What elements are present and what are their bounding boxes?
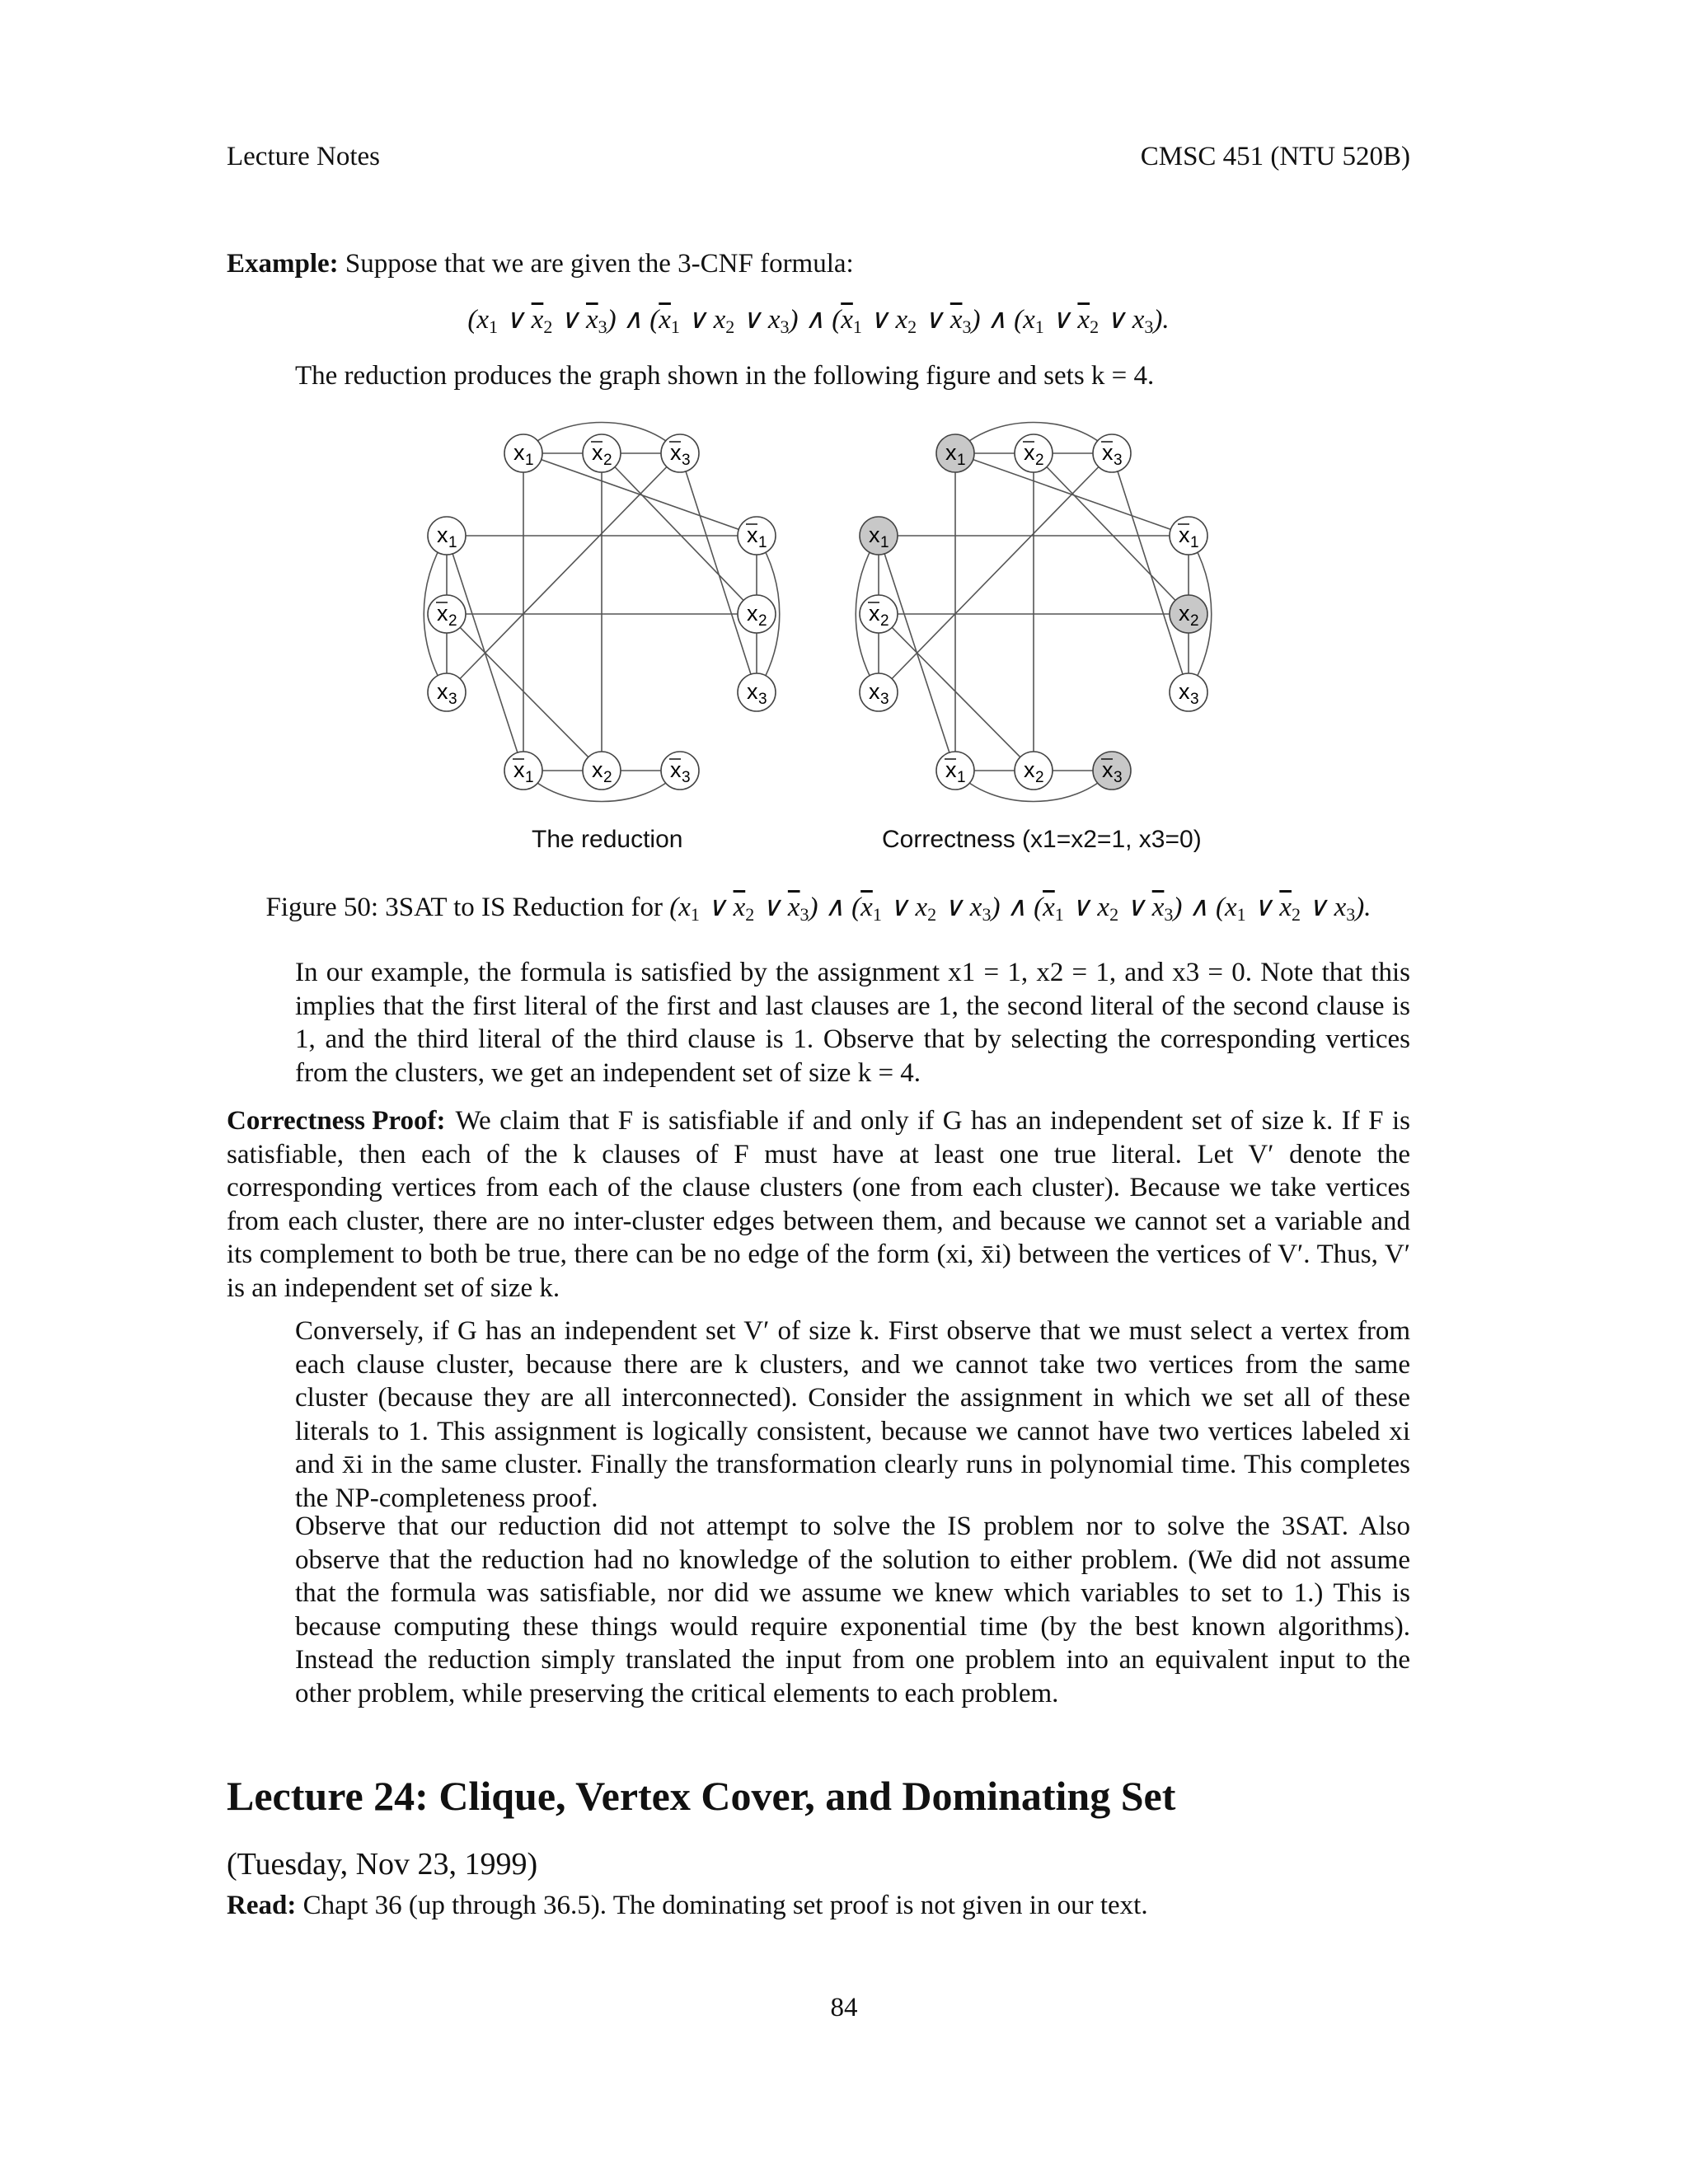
vertex-subscript: 1 xyxy=(525,769,534,786)
example-intro-text: Suppose that we are given the 3-CNF formula: xyxy=(345,249,854,279)
vertex-subscript: 2 xyxy=(880,612,889,630)
proof-1-body: We claim that F is satisfiable if and only if G has an independent set of size k. If F is satisfiable, then each of the k clauses of F must have at least one true literal. Let V′ denote the corresponding vertices from each of the clause clusters (one from each cluster). Because we take vertices from each cluster, there are no inter-cluster edges between them, and because we cannot set a variable and its complement to both be true, there can be no edge of the form (xi, x̄i) between the vertices of V′. Thus, V′ is an independent set of size k. xyxy=(227,1106,1410,1303)
vertex-label: x xyxy=(869,679,880,704)
vertex-label: x xyxy=(747,679,758,704)
figure-caption: Figure 50: 3SAT to IS Reduction for ($x_1$ ∨ $\overline{x}_2$ ∨ $\overline{x}_3$) ∧ ($\overline{x}_1$ ∨ $x_2$ ∨ $x_3$) ∧ ($\overline{x}_1$ ∨ $x_2$ ∨ $\overline{x}_3$) ∧ ($x_1$ ∨ $\overline{x}_2$ ∨ $x_3$). xyxy=(265,893,1372,925)
vertex-subscript: 1 xyxy=(957,452,966,469)
graph-reduction xyxy=(424,423,780,802)
page-number: 84 xyxy=(830,1993,858,2022)
graph-edge xyxy=(680,453,757,692)
vertex-subscript: 3 xyxy=(1190,691,1199,708)
vertex-label: x xyxy=(869,523,880,547)
vertex-subscript: 3 xyxy=(682,452,691,469)
vertex-subscript: 3 xyxy=(880,691,889,708)
vertex-label: x xyxy=(670,440,682,465)
vertex-label: x xyxy=(513,757,525,782)
read-text: Chapt 36 (up through 36.5). The dominating set proof is not given in our text. xyxy=(302,1891,1148,1920)
read-label: Read: xyxy=(227,1891,297,1920)
vertex-label: x xyxy=(1179,601,1190,626)
vertex-subscript: 3 xyxy=(682,769,691,786)
vertex-label: x xyxy=(869,601,880,626)
vertex-subscript: 1 xyxy=(957,769,966,786)
graph-edge xyxy=(602,453,757,614)
vertex-label: x xyxy=(437,523,448,547)
vertex-subscript: 3 xyxy=(1114,452,1123,469)
vertex-subscript: 1 xyxy=(880,534,889,551)
vertex-label: x xyxy=(592,440,603,465)
vertex-subscript: 2 xyxy=(1190,612,1199,630)
lecture-date: (Tuesday, Nov 23, 1999) xyxy=(227,1847,538,1882)
running-header-left: Lecture Notes xyxy=(227,142,380,171)
vertex-subscript: 1 xyxy=(1190,534,1199,551)
proof-paragraph-3: Observe that our reduction did not attempt to solve the IS problem nor to solve the 3SAT. Also observe that the reduction had no knowledge of the solution to either problem. (We did not assume that the formula was satisfiable, nor did we assume we knew which variables to set to 1.) This is because computing these things would require exponential time (by the best known algorithms). Instead the reduction simply translated the input from one problem into an equivalent input to the other problem, while preserving the critical elements to each problem. xyxy=(295,1511,1410,1708)
example-explanation: In our example, the formula is satisfied by the assignment x1 = 1, x2 = 1, and x3 = 0. Note that this implies that the first literal of the first and last clauses are 1, the second literal of the second clause is 1, and the third literal of the third clause is 1. Observe that by selecting the corresponding vertices from the clusters, we get an independent set of size k = 4. xyxy=(295,958,1410,1088)
vertex-label: x xyxy=(747,523,758,547)
vertex-label: x xyxy=(437,679,448,704)
lecture-title: Lecture 24: Clique, Vertex Cover, and Dominating Set xyxy=(227,1773,1176,1819)
vertex-label: x xyxy=(513,440,525,465)
graph-edge xyxy=(879,614,1034,771)
vertex-label: x xyxy=(670,757,682,782)
proof-paragraph-1-text xyxy=(227,1104,1410,1305)
figure-50 xyxy=(0,404,1688,865)
reduction-line: The reduction produces the graph shown in the following figure and sets k = 4. xyxy=(295,361,1155,391)
read-line xyxy=(227,1891,1148,1921)
vertex-label: x xyxy=(437,601,448,626)
right-graph-caption: Correctness (x1=x2=1, x3=0) xyxy=(882,826,1202,853)
vertex-subscript: 3 xyxy=(758,691,767,708)
vertex-label: x xyxy=(1024,440,1035,465)
vertex-label: x xyxy=(747,601,758,626)
vertex-label: x xyxy=(1024,757,1035,782)
vertex-label: x xyxy=(1102,757,1114,782)
vertex-subscript: 2 xyxy=(603,769,612,786)
vertex-subscript: 2 xyxy=(1035,769,1044,786)
running-header-right: CMSC 451 (NTU 520B) xyxy=(1140,142,1410,171)
graph-edge xyxy=(1112,453,1189,692)
vertex-subscript: 2 xyxy=(603,452,612,469)
vertex-subscript: 1 xyxy=(448,534,457,551)
cnf-formula: ($x_1$ ∨ $\overline{x}_2$ ∨ $\overline{x}_3$) ∧ ($\overline{x}_1$ ∨ $x_2$ ∨ $x_3$) ∧ ($\overline{x}_1$ ∨ $x_2$ ∨ $\overline{x}_3$) ∧ ($x_1$ ∨ $\overline{x}_2$ ∨ $x_3$). xyxy=(467,305,1170,337)
example-label: Example: xyxy=(227,249,339,279)
example-intro xyxy=(227,247,1410,281)
vertex-label: x xyxy=(1102,440,1114,465)
graph-correctness xyxy=(856,423,1212,802)
graph-edge xyxy=(447,614,602,771)
vertex-subscript: 3 xyxy=(1114,769,1123,786)
vertex-label: x xyxy=(592,757,603,782)
vertex-subscript: 2 xyxy=(448,612,457,630)
proof-paragraph-2: Conversely, if G has an independent set V′ of size k. First observe that we must select a vertex from each clause cluster, because there are k clusters, and we cannot take two vertices from the same cluster (because they are all interconnected). Consider the assignment in which we set all of these literals to 1. This assignment is logically consistent, because we cannot have two vertices labeled xi and x̄i in the same cluster. Finally the transformation clearly runs in polynomial time. This completes the NP-completeness proof. xyxy=(295,1316,1410,1513)
graph-edge xyxy=(1034,453,1189,614)
left-graph-caption: The reduction xyxy=(532,826,683,853)
vertex-subscript: 1 xyxy=(758,534,767,551)
vertex-label: x xyxy=(1179,523,1190,547)
vertex-label: x xyxy=(945,440,957,465)
vertex-subscript: 1 xyxy=(525,452,534,469)
vertex-subscript: 2 xyxy=(1035,452,1044,469)
proof-label: Correctness Proof: xyxy=(227,1106,446,1136)
vertex-subscript: 3 xyxy=(448,691,457,708)
vertex-subscript: 2 xyxy=(758,612,767,630)
vertex-label: x xyxy=(1179,679,1190,704)
graph-edge xyxy=(447,453,680,692)
graph-edge xyxy=(879,453,1112,692)
vertex-label: x xyxy=(945,757,957,782)
